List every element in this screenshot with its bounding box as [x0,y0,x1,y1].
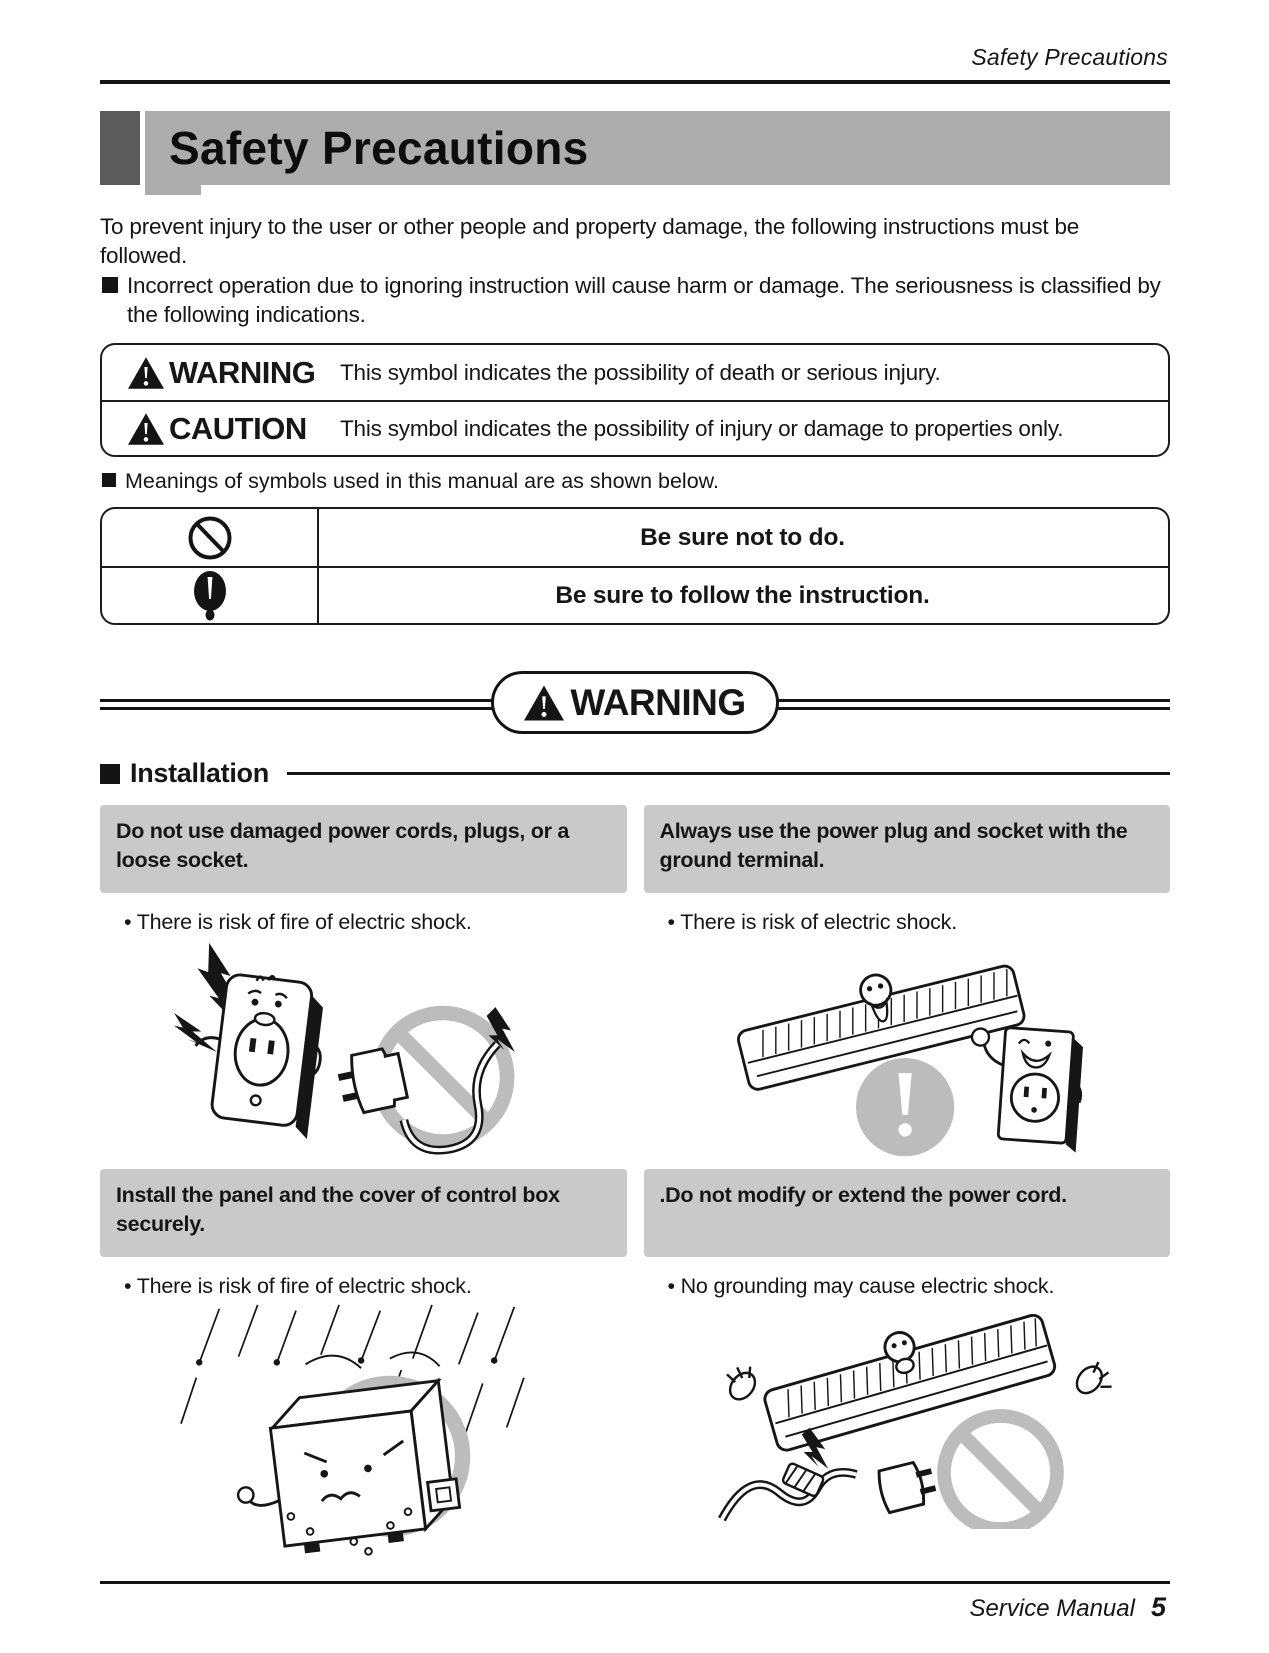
symbols-note-text: Meanings of symbols used in this manual are as shown below. [125,469,719,493]
control-box-rain-illustration [100,1303,627,1575]
card-bullet: • There is risk of fire of electric shock. [124,1274,627,1299]
banner-bar [145,111,1170,185]
air-conditioner-grounded-socket-illustration [644,939,1171,1161]
socket-character [964,1025,1085,1153]
symbols-table-divider [317,509,319,623]
warning-pill-label: WARNING [570,681,746,723]
symbols-row-instruction [102,566,1168,623]
card-title-box: .Do not modify or extend the power cord. [644,1169,1171,1257]
symbols-table [100,507,1170,625]
symbols-row-prohibition [102,509,1168,566]
card-title-box: Install the panel and the cover of control box securely. [100,1169,627,1257]
card-bullet: • There is risk of fire of electric shock. [124,910,627,935]
intro-line-2 [100,271,1170,330]
card-title-box: Always use the power plug and socket with the ground terminal. [644,805,1171,893]
socket-character [186,968,330,1140]
warning-pill [491,671,779,734]
intro-line-2-text: Incorrect operation due to ignoring instruction will cause harm or damage. The seriousness is classified by the following indications. [127,272,1161,327]
symbols-icon-cell [102,571,317,621]
card-bullet: • There is risk of electric shock. [668,910,1171,935]
instruction-icon [189,571,231,621]
tape-wrap [782,1462,825,1497]
page-footer [100,1581,1170,1623]
footer-label: Service Manual [969,1595,1135,1622]
plug [876,1459,938,1514]
modified-power-cord-illustration [644,1303,1171,1529]
banner-accent-block [100,111,140,185]
caution-description: This symbol indicates the possibility of injury or damage to properties only. [340,415,1064,441]
symbols-text-follow: Be sure to follow the instruction. [555,581,930,609]
card-damaged-cords [100,805,627,1161]
title-banner [100,111,1170,185]
severity-box [100,343,1170,457]
square-bullet-icon [100,764,120,784]
installation-cards [100,805,1170,1575]
section-rule [287,772,1170,775]
running-head: Safety Precautions [971,44,1168,70]
symbols-note [100,469,1170,494]
banner-tab [145,185,201,195]
caution-label [128,411,340,447]
square-bullet-icon [102,473,116,487]
warning-label [128,355,340,391]
card-title-box: Do not use damaged power cords, plugs, or a loose socket. [100,805,627,893]
footer-page-number: 5 [1150,1592,1166,1622]
severity-row-warning [102,345,1168,400]
installation-section-heading [100,758,1170,789]
card-ground-terminal [644,805,1171,1161]
header-rule [100,80,1170,84]
square-bullet-icon [102,277,118,293]
warning-triangle-icon [524,685,564,721]
intro-line-1: To prevent injury to the user or other people and property damage, the following instructions must be followed. [100,214,1080,269]
plug [335,1046,409,1116]
severity-row-caution [102,400,1168,455]
symbols-icon-cell [102,515,317,561]
prohibition-icon [187,515,233,561]
symbols-text-do-not: Be sure not to do. [640,523,845,551]
warning-triangle-icon [128,357,164,389]
page-title: Safety Precautions [169,122,589,174]
warning-triangle-icon [128,413,164,445]
damaged-cord-plug-prohibition-illustration [100,939,627,1161]
card-modify-cord [644,1169,1171,1575]
footer-line [100,1584,1170,1623]
intro-paragraph [100,212,1170,329]
card-control-box [100,1169,627,1575]
lightning-icon [174,1013,217,1052]
control-box-character [227,1380,464,1570]
card-bullet: • No grounding may cause electric shock. [668,1274,1171,1299]
prohibition-icon [944,1416,1057,1529]
warning-description: This symbol indicates the possibility of death or serious injury. [340,359,941,385]
caution-label-text: CAUTION [169,410,307,446]
warning-label-text: WARNING [169,354,316,390]
warning-section-banner [100,671,1170,734]
section-title: Installation [130,758,269,788]
